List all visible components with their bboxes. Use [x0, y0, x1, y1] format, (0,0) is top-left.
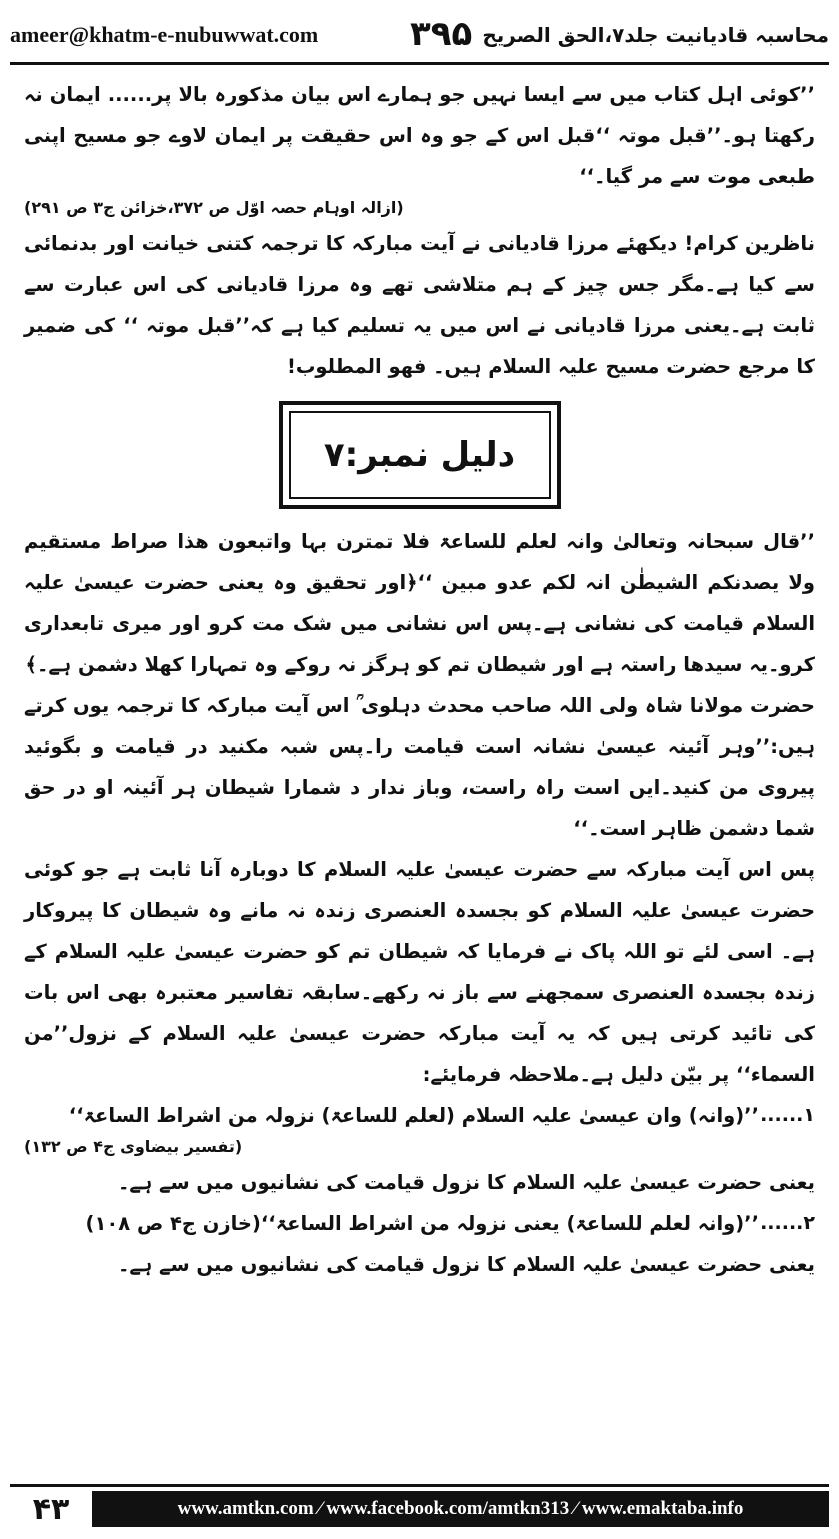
citation-1: (ازالہ اوہام حصہ اوّل ص ۳۷۲،خزائن ج۳ ص ۲۹۱) — [24, 198, 404, 217]
paragraph-argument: پس اس آیت مبارکہ سے حضرت عیسیٰ علیہ السلام کا دوبارہ آنا ثابت ہے جو کوئی حضرت عیسیٰ علیہ السلام کو بجسدہ العنصری زندہ نہ مانے وہ شیطان کا پیروکار ہے۔ اسی لئے تو اللہ پاک نے فرمایا کہ شیطان تم کو حضرت عیسیٰ علیہ السلام کے زندہ بجسدہ العنصری سمجھنے سے باز نہ رکھے۔سابقہ تفاسیر معتبرہ بھی اس بات کی تائید کرتی ہیں کہ یہ آیت مبارکہ حضرت عیسیٰ علیہ السلام کے نزول’’من السماء‘‘ پر بیّن دلیل ہے۔ملاحظہ فرمایئے: — [24, 858, 815, 1086]
list-number-1: ۱...... — [760, 1104, 815, 1126]
list-item-2-text: ’’(وانہ لعلم للساعۃ) یعنی نزولہ من اشراط الساعۃ‘‘(خازن ج۴ ص ۱۰۸) — [85, 1212, 759, 1235]
section-heading: دلیل نمبر:۷ — [289, 411, 551, 499]
footer-page-number: ۴۳ — [32, 1491, 70, 1527]
page-content — [24, 74, 815, 1285]
paragraph-translation: حضرت مولانا شاہ ولی اللہ صاحب محدث دہلوی ؒ اس آیت مبارکہ کا ترجمہ یوں کرتے ہیں:’’وہر آئینہ عیسیٰ نشانہ است قیامت را۔پس شبہ مکنید در قیامت و بگوئید پیروی من کنید۔ایں است راہ راست، وباز ندار د شمارا شیطان ہر آئینہ او در حق شما دشمن ظاہر است۔‘‘ — [24, 694, 815, 840]
section-heading-box — [279, 401, 561, 509]
page-header — [10, 10, 829, 60]
citation-2: (تفسیر بیضاوی ج۴ ص ۱۳۲) — [24, 1137, 243, 1156]
header-rule — [10, 62, 829, 65]
paragraph-2: ناظرین کرام! دیکھئے مرزا قادیانی نے آیت مبارکہ کا ترجمہ کتنی خیانت اور بدنمائی سے کیا ہے۔مگر جس چیز کے ہم متلاشی تھے وہ مرزا قادیانی کی اس عبارت سے ثابت ہے۔یعنی مرزا قادیانی نے اس میں یہ تسلیم کیا ہے کہ’’قبل موتہ ‘‘ کی ضمیر کا مرجع حضرت مسیح علیہ السلام ہیں۔ فھو المطلوب! — [24, 232, 815, 378]
list-item-2 — [24, 1203, 815, 1244]
list-item-1 — [24, 1095, 815, 1136]
list-item-1-translation: یعنی حضرت عیسیٰ علیہ السلام کا نزول قیامت کی نشانیوں میں سے ہے۔ — [117, 1171, 815, 1194]
paragraph-quote-1: ’’کوئی اہل کتاب میں سے ایسا نہیں جو ہمارے اس بیان مذکورہ بالا پر...... ایمان نہ رکھتا ہو۔’’قبل موتہ ‘‘قبل اس کے جو وہ اس حقیقت پر ایمان لاوے جو مسیح اپنی طبعی موت سے مر گیا۔‘‘ — [24, 83, 815, 188]
paragraph-verse: ’’قال سبحانہ وتعالیٰ وانہ لعلم للساعۃ فلا تمترن بہا واتبعون ھذا صراط مستقیم ولا یصدنکم الشیطٰن انہ لکم عدو مبین ‘‘﴿اور تحقیق وہ یعنی حضرت عیسیٰ علیہ السلام قیامت کی نشانی ہے۔پس اس نشانی میں شک مت کرو اور میری تابعداری کرو۔یہ سیدھا راستہ ہے اور شیطان تم کو ہرگز نہ روکے وہ تمہارا کھلا دشمن ہے۔﴾ — [24, 530, 815, 676]
list-item-1-text: ’’(وانہ) وان عیسیٰ علیہ السلام (لعلم للساعۃ) نزولہ من اشراط الساعۃ‘‘ — [68, 1104, 759, 1127]
footer-links[interactable]: www.amtkn.com ⁄ www.facebook.com/amtkn313 ⁄ www.emaktaba.info — [92, 1491, 829, 1527]
header-page-number: ۳۹۵ — [410, 14, 473, 54]
header-book-title: محاسبہ قادیانیت جلد۷،الحق الصریح — [482, 23, 829, 47]
list-number-2: ۲...... — [760, 1212, 815, 1234]
page-footer — [10, 1484, 829, 1531]
header-email: ameer@khatm-e-nubuwwat.com — [10, 22, 319, 47]
list-item-2-translation: یعنی حضرت عیسیٰ علیہ السلام کا نزول قیامت کی نشانیوں میں سے ہے۔ — [117, 1253, 815, 1276]
